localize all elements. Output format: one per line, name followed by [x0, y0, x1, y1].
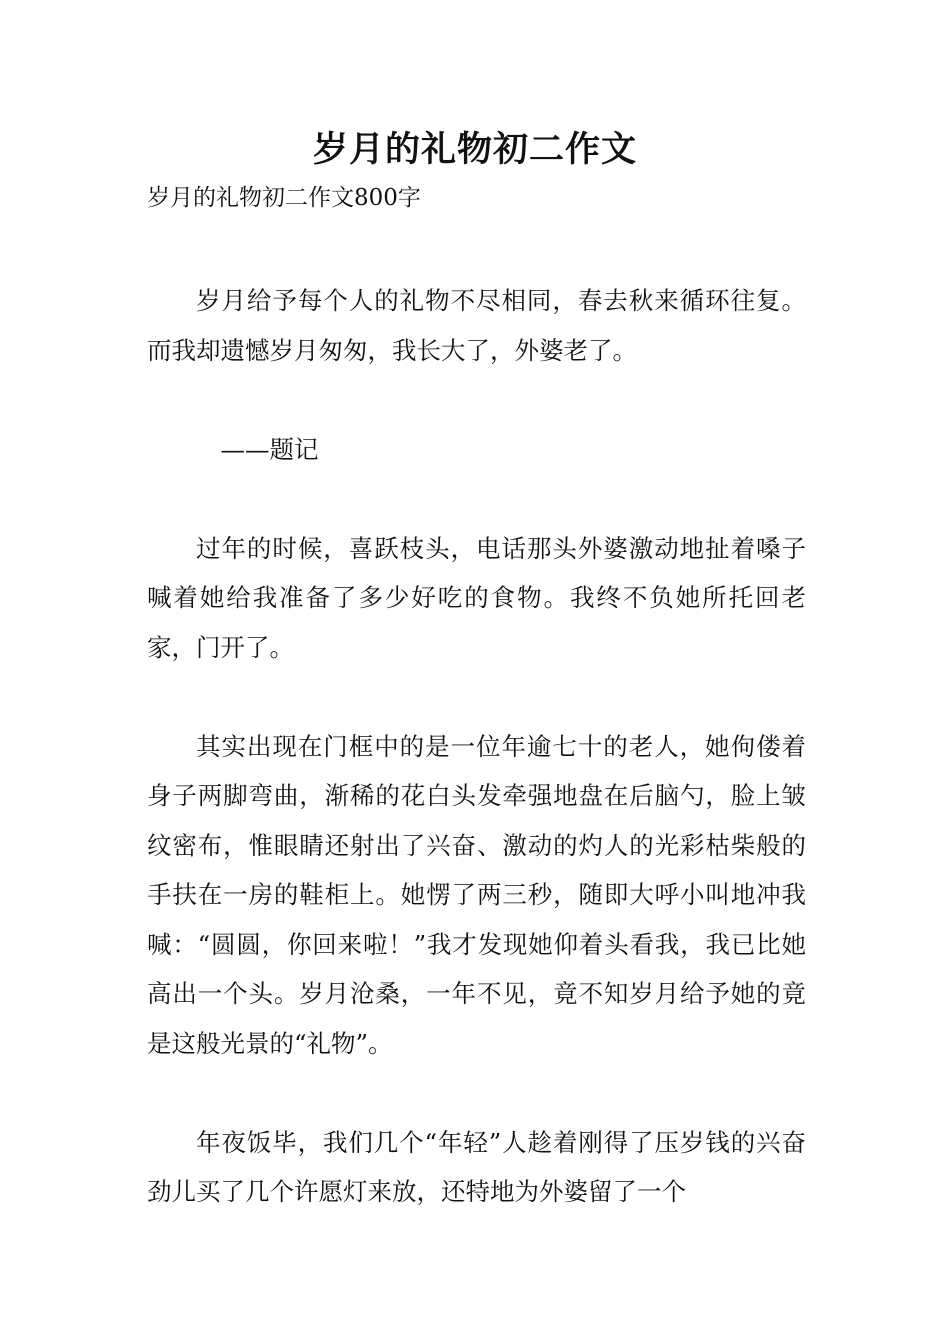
- essay-body: [147, 276, 806, 1217]
- page-title: 岁月的礼物初二作文: [312, 129, 637, 170]
- page-subtitle: 岁月的礼物初二作文800字: [147, 185, 421, 211]
- paragraph-new-year: 过年的时候，喜跃枝头，电话那头外婆激动地扯着嗓子喊着她给我准备了多少好吃的食物。我终不负她所托回老家，门开了。: [147, 533, 806, 662]
- paragraph-lanterns: 年夜饭毕，我们几个“年轻”人趁着刚得了压岁钱的兴奋劲儿买了几个许愿灯来放，还特地为外婆留了一个: [147, 1127, 806, 1206]
- paragraph-dedication: ——题记: [220, 434, 319, 464]
- paragraph-grandmother: 其实出现在门框中的是一位年逾七十的老人，她佝偻着身子两脚弯曲，渐稀的花白头发牵强地盘在后脑勺，脸上皱纹密布，惟眼睛还射出了兴奋、激动的灼人的光彩枯柴般的手扶在一房的鞋柜上。她愣了两三秒，随即大呼小叫地冲我喊：“圆圆，你回来啦！”我才发现她仰着头看我，我已比她高出一个头。岁月沧桑，一年不见，竟不知岁月给予她的竟是这般光景的“礼物”。: [147, 731, 806, 1058]
- paragraph-intro: 岁月给予每个人的礼物不尽相同，春去秋来循环往复。而我却遗憾岁月匆匆，我长大了，外婆老了。: [147, 286, 806, 365]
